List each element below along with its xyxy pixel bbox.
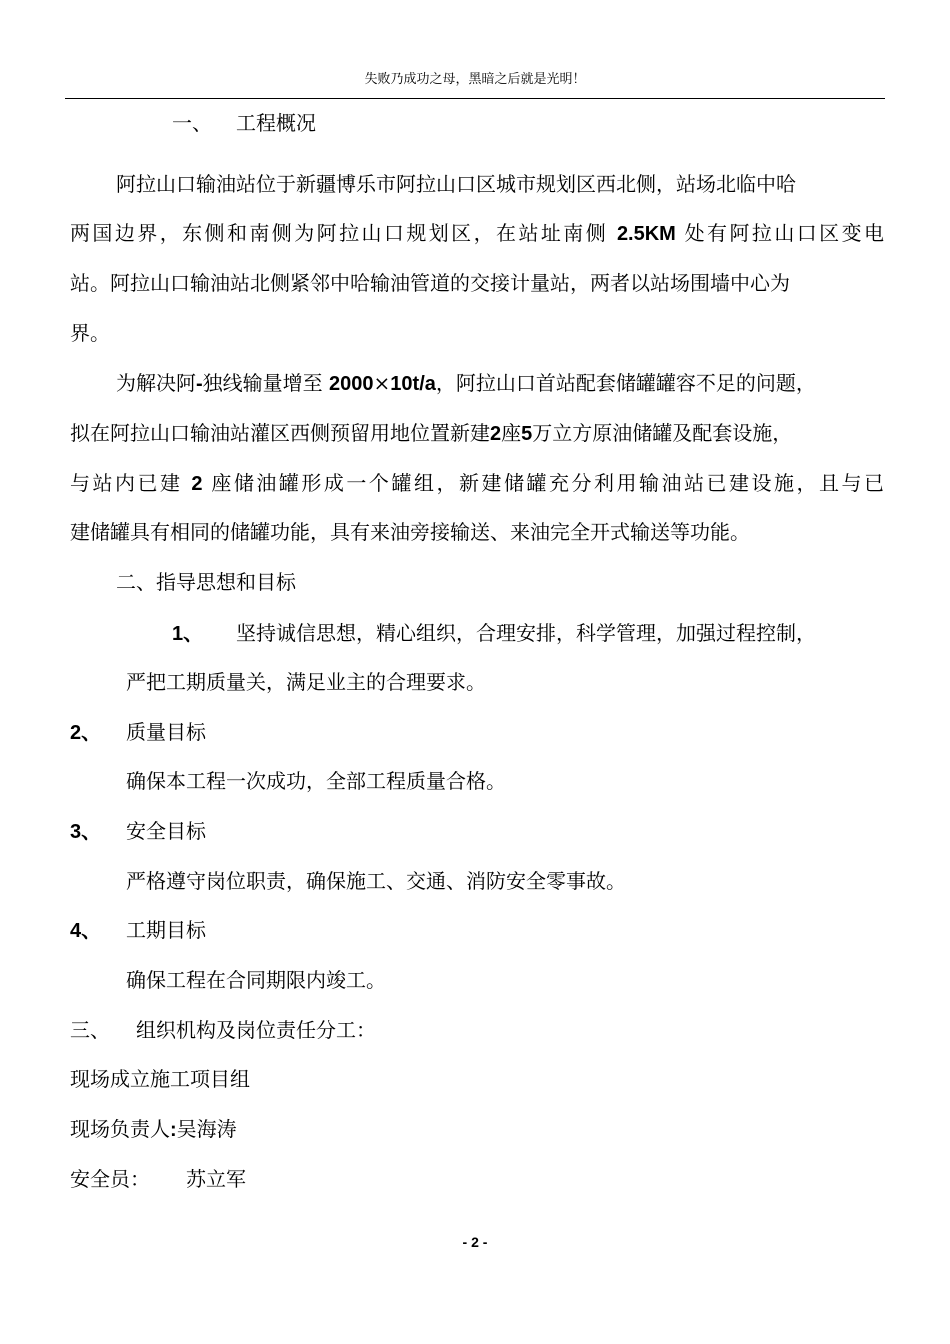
paragraph-1-line-2: 两国边界，东侧和南侧为阿拉山口规划区，在站址南侧 2.5KM 处有阿拉山口区变电 (70, 221, 885, 245)
page-number: - 2 - (462, 1234, 488, 1250)
header-divider (65, 98, 885, 99)
item-1-number: 1、 (172, 623, 204, 645)
section-1-title: 工程概况 (236, 111, 316, 135)
section-3-number: 三、 (70, 1018, 110, 1042)
item-3-number: 3、 (70, 821, 102, 843)
paragraph-1-line-1: 阿拉山口输油站位于新疆博乐市阿拉山口区城市规划区西北侧，站场北临中哈 (116, 172, 796, 196)
paragraph-1-line-3: 站。阿拉山口输油站北侧紧邻中哈输油管道的交接计量站，两者以站场围墙中心为 (70, 271, 790, 295)
paragraph-2-line-2: 拟在阿拉山口输油站灌区西侧预留用地位置新建2座5万立方原油储罐及配套设施， (70, 421, 793, 445)
safety-officer-name: 苏立军 (186, 1167, 246, 1191)
section-3-title: 组织机构及岗位责任分工： (136, 1018, 376, 1042)
site-manager-line: 现场负责人:吴海涛 (70, 1117, 237, 1141)
paragraph-2-line-4: 建储罐具有相同的储罐功能，具有来油旁接输送、来油完全开式输送等功能。 (70, 520, 750, 544)
section-2-title: 二、指导思想和目标 (116, 570, 296, 594)
paragraph-2-line-3: 与站内已建 2 座储油罐形成一个罐组，新建储罐充分利用输油站已建设施，且与已 (70, 471, 885, 495)
section-1-number: 一、 (172, 111, 212, 135)
item-4-number: 4、 (70, 920, 102, 942)
item-2-number: 2、 (70, 722, 102, 744)
item-3-title: 安全目标 (126, 819, 206, 843)
item-1-line-1: 坚持诚信思想，精心组织，合理安排，科学管理，加强过程控制， (236, 621, 816, 645)
safety-officer-label: 安全员： (70, 1167, 150, 1191)
item-2-title: 质量目标 (126, 720, 206, 744)
item-4-title: 工期目标 (126, 918, 206, 942)
project-team-line: 现场成立施工项目组 (70, 1067, 250, 1091)
paragraph-1-line-4: 界。 (70, 321, 110, 345)
item-3-text: 严格遵守岗位职责，确保施工、交通、消防安全零事故。 (126, 869, 626, 893)
page-header-motto: 失败乃成功之母，黑暗之后就是光明！ (364, 72, 586, 87)
item-1-line-2: 严把工期质量关，满足业主的合理要求。 (126, 670, 486, 694)
item-2-text: 确保本工程一次成功，全部工程质量合格。 (126, 769, 506, 793)
paragraph-2-line-1: 为解决阿-独线输量增至 2000×10t/a，阿拉山口首站配套储罐罐容不足的问题， (116, 371, 816, 395)
item-4-text: 确保工程在合同期限内竣工。 (126, 968, 386, 992)
